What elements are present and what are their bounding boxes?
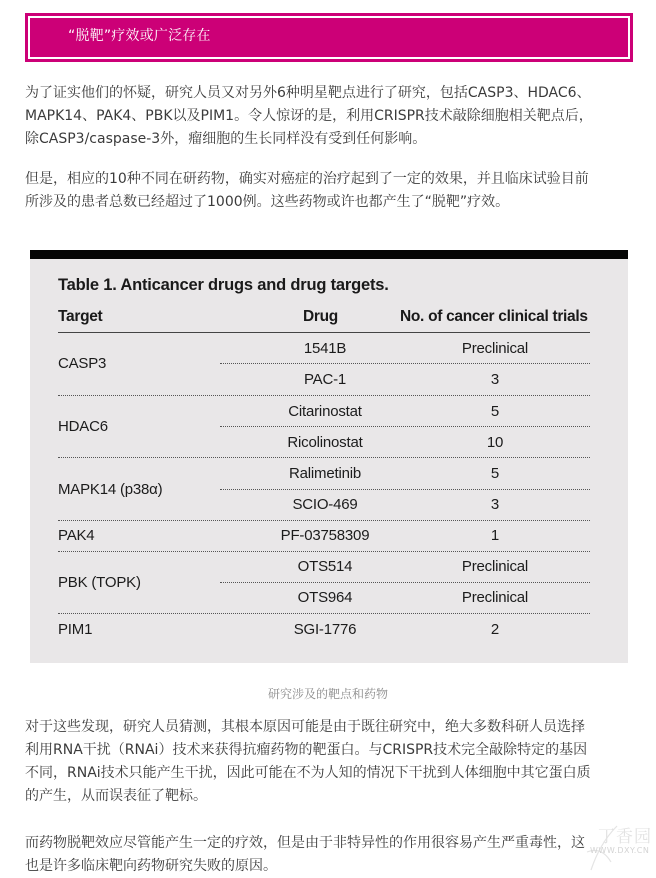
cell-drug: OTS514 xyxy=(297,558,353,575)
paragraph-line: 利用RNA干扰（RNAi）技术来获得抗瘤药物的靶蛋白。与CRISPR技术完全敲除特定的基因 xyxy=(25,742,588,758)
group-divider-dotted xyxy=(58,395,590,396)
watermark-logo-text: 丁香园 xyxy=(598,827,652,847)
cell-drug: SGI-1776 xyxy=(293,621,357,638)
figure-top-bar xyxy=(30,250,628,259)
cell-target: PAK4 xyxy=(58,527,95,544)
cell-target: CASP3 xyxy=(58,355,107,372)
figure-caption: 研究涉及的靶点和药物 xyxy=(267,687,388,701)
cell-target: PIM1 xyxy=(58,621,93,638)
cell-target: HDAC6 xyxy=(58,418,108,435)
row-divider-dotted xyxy=(220,363,590,364)
row-divider-dotted xyxy=(220,426,590,427)
paragraph-2 xyxy=(25,168,635,214)
paragraph-line: 的产生，从而误表征了靶标。 xyxy=(25,788,207,804)
cell-trials: Preclinical xyxy=(461,340,529,357)
paragraph-line: 而药物脱靶效应尽管能产生一定的疗效，但是由于非特异性的作用很容易产生严重毒性，这 xyxy=(25,835,585,851)
cell-drug: OTS964 xyxy=(297,589,353,606)
cell-drug: PF-03758309 xyxy=(280,527,370,544)
cell-drug: 1541B xyxy=(303,340,347,357)
paragraph-line: 但是，相应的10种不同在研药物，确实对癌症的治疗起到了一定的效果，并且临床试验目前 xyxy=(25,171,589,187)
cell-drug: Ralimetinib xyxy=(289,465,361,482)
paragraph-line: 除CASP3/caspase-3外，瘤细胞的生长同样没有受到任何影响。 xyxy=(25,131,427,147)
paragraph-line: 为了证实他们的怀疑，研究人员又对另外6种明星靶点进行了研究，包括CASP3、HDAC6、 xyxy=(25,85,591,101)
paragraph-4 xyxy=(25,832,635,878)
cell-trials: Preclinical xyxy=(461,558,529,575)
column-header-target: Target xyxy=(58,308,103,325)
paragraph-3 xyxy=(25,716,635,808)
section-header-banner xyxy=(25,13,633,62)
paragraph-line: 所涉及的患者总数已经超过了1000例。这些药物或许也都产生了“脱靶”疗效。 xyxy=(25,194,510,210)
cell-drug: SCIO-469 xyxy=(292,496,358,513)
group-divider-dotted xyxy=(58,457,590,458)
cell-trials: 1 xyxy=(490,527,500,544)
header-rule xyxy=(58,332,590,333)
row-divider-dotted xyxy=(220,489,590,490)
table-title: Table 1. Anticancer drugs and drug targets. xyxy=(58,276,389,294)
paragraph-line: 对于这些发现，研究人员猜测，其根本原因可能是由于既往研究中，绝大多数科研人员选择 xyxy=(25,719,585,735)
table-figure-image xyxy=(30,250,628,663)
cell-trials: 5 xyxy=(490,465,500,482)
paragraph-line: MAPK14、PAK4、PBK以及PIM1。令人惊讶的是，利用CRISPR技术敲除细胞相关靶点后， xyxy=(25,108,593,124)
cell-trials: 2 xyxy=(490,621,500,638)
cell-trials: Preclinical xyxy=(461,589,529,606)
cell-drug: Ricolinostat xyxy=(287,434,363,451)
paragraph-line: 不同，RNAi技术只能产生干扰，因此可能在不为人知的情况下干扰到人体细胞中其它蛋白质 xyxy=(25,765,591,781)
cell-target: PBK (TOPK) xyxy=(58,574,141,591)
cell-target: MAPK14 (p38α) xyxy=(58,481,163,498)
column-header-trials: No. of cancer clinical trials xyxy=(400,308,588,325)
watermark-url: WWW.DXY.CN xyxy=(590,846,650,855)
section-title: “脱靶”疗效或广泛存在 xyxy=(68,28,211,44)
column-header-drug: Drug xyxy=(303,308,338,325)
paragraph-1 xyxy=(25,82,635,151)
group-divider-dotted xyxy=(58,551,590,552)
row-divider-dotted xyxy=(220,582,590,583)
paragraph-line: 也是许多临床靶向药物研究失败的原因。 xyxy=(25,858,277,874)
cell-drug: PAC-1 xyxy=(303,371,347,388)
group-divider-dotted xyxy=(58,613,590,614)
cell-trials: 5 xyxy=(490,403,500,420)
cell-drug: Citarinostat xyxy=(288,403,362,420)
group-divider-dotted xyxy=(58,520,590,521)
cell-trials: 3 xyxy=(490,496,500,513)
cell-trials: 3 xyxy=(490,371,500,388)
cell-trials: 10 xyxy=(486,434,504,451)
